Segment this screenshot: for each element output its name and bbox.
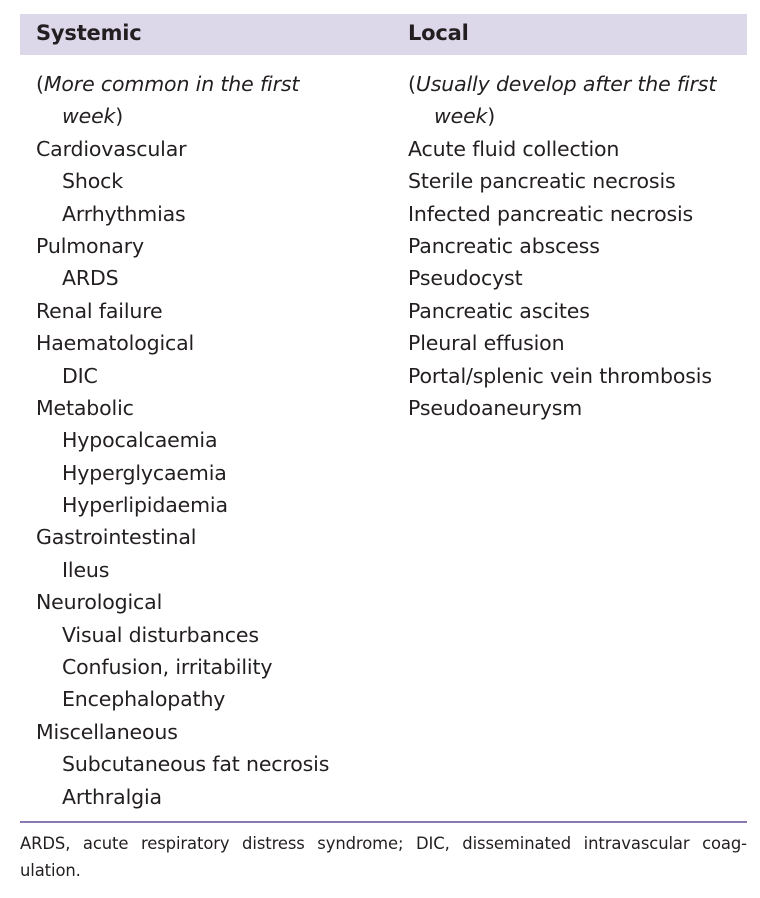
systemic-subitem: Encephalopathy bbox=[62, 687, 226, 712]
header-systemic: Systemic bbox=[36, 21, 142, 45]
local-item: Pseudoaneurysm bbox=[408, 395, 583, 420]
systemic-note-line-2: week) bbox=[62, 104, 124, 129]
complications-table bbox=[20, 14, 747, 810]
systemic-subitem: Ileus bbox=[62, 557, 110, 582]
systemic-subitem: ARDS bbox=[62, 266, 119, 291]
local-item: Pancreatic abscess bbox=[408, 233, 600, 258]
local-item: Pleural effusion bbox=[408, 331, 565, 356]
local-item: Acute fluid collection bbox=[408, 136, 620, 161]
local-column bbox=[408, 68, 743, 424]
table-header-row bbox=[20, 14, 747, 55]
local-item: Portal/splenic vein thrombosis bbox=[408, 363, 712, 388]
systemic-subitem: Arrhythmias bbox=[62, 201, 186, 226]
local-item: Infected pancreatic necrosis bbox=[408, 201, 694, 226]
systemic-subitem: Hyperlipidaemia bbox=[62, 493, 228, 518]
systemic-category: Cardiovascular bbox=[36, 136, 187, 161]
systemic-category: Renal failure bbox=[36, 298, 163, 323]
systemic-category: Miscellaneous bbox=[36, 719, 178, 744]
table-body bbox=[20, 55, 747, 810]
systemic-note-line-1: (More common in the first bbox=[36, 72, 300, 96]
systemic-subitem: DIC bbox=[62, 363, 98, 388]
systemic-subitem: Visual disturbances bbox=[62, 622, 259, 647]
systemic-subitem: Shock bbox=[62, 169, 123, 194]
systemic-column bbox=[36, 68, 396, 813]
local-item: Pseudocyst bbox=[408, 266, 523, 291]
systemic-subitem: Hyperglycaemia bbox=[62, 460, 227, 485]
footnote-divider bbox=[20, 821, 747, 823]
systemic-category: Haematological bbox=[36, 331, 195, 356]
header-local: Local bbox=[408, 21, 469, 45]
systemic-subitem: Subcutaneous fat necrosis bbox=[62, 752, 330, 777]
systemic-category: Metabolic bbox=[36, 395, 134, 420]
systemic-category: Pulmonary bbox=[36, 233, 144, 258]
systemic-subitem: Confusion, irritability bbox=[62, 655, 273, 680]
local-item: Sterile pancreatic necrosis bbox=[408, 169, 676, 194]
systemic-category: Neurological bbox=[36, 590, 163, 615]
systemic-items-list bbox=[36, 133, 396, 813]
local-note-line-2: week) bbox=[434, 104, 496, 129]
local-item: Pancreatic ascites bbox=[408, 298, 590, 323]
table-footnote: ARDS, acute respiratory distress syndrome; DIC, disseminated intravascular coag-ulation. bbox=[20, 834, 747, 880]
systemic-category: Gastrointestinal bbox=[36, 525, 197, 550]
systemic-subitem: Arthralgia bbox=[62, 784, 162, 809]
local-note-line-1: (Usually develop after the first bbox=[408, 72, 717, 96]
systemic-subitem: Hypocalcaemia bbox=[62, 428, 218, 453]
local-items-list bbox=[408, 133, 743, 425]
